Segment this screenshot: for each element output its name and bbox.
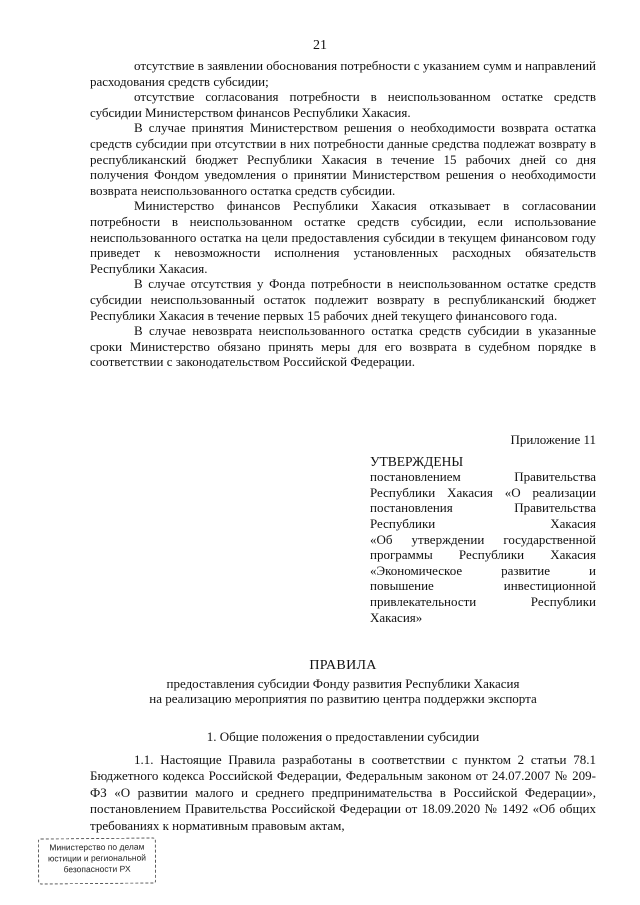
section-heading: 1. Общие положения о предоставлении субсидии xyxy=(206,728,480,744)
paragraph: отсутствие в заявлении обоснования потребности с указанием сумм и направлений расходования средств субсидии; xyxy=(90,58,596,89)
paragraph: В случае принятия Министерством решения о необходимости возврата остатка средств субсидии при отсутствии в них потребности данные средства подлежат возврату в республиканский бюджет Республики Хакасия в течение 15 рабочих дней со дня получения Фондом уведомления о принятии Министерством решения о необходимости возврата неиспользованного остатка средств субсидии. xyxy=(90,120,596,198)
stamp-line: безопасности РХ xyxy=(63,863,131,875)
appendix-block xyxy=(370,432,596,625)
rules-subtitle: предоставления субсидии Фонду развития Республики Хакасия xyxy=(166,675,520,691)
approved-heading: УТВЕРЖДЕНЫ xyxy=(370,453,464,469)
decree-line: Республики Хакасия xyxy=(370,515,596,531)
paragraph: отсутствие согласования потребности в неиспользованном остатке средств субсидии Министерством финансов Республики Хакасия. xyxy=(90,89,596,120)
stamp-line: юстиции и региональной xyxy=(47,852,147,864)
decree-line: «Об утверждении государственной xyxy=(370,531,596,547)
intro-text xyxy=(90,752,596,834)
decree-line: постановления Правительства xyxy=(370,500,596,516)
appendix-number: Приложение 11 xyxy=(510,432,596,447)
paragraph: Министерство финансов Республики Хакасия отказывает в согласовании потребности в неиспользованном остатке средств субсидии, если использование неиспользованного остатка на цели предоставления субсидии в текущем финансовом году приведет к невозможности исполнения установленных расходных обязательств Республики Хакасия. xyxy=(90,198,596,276)
stamp-line: Министерство по делам xyxy=(49,841,145,853)
paragraph: В случае отсутствия у Фонда потребности в неиспользованном остатке средств субсидии неиспользованный остаток подлежит возврату в республиканский бюджет Республики Хакасия в течение первых 15 рабочих дней текущего финансового года. xyxy=(90,276,596,323)
ministry-stamp xyxy=(38,837,156,884)
decree-line: постановлением Правительства xyxy=(370,469,596,485)
decree-line: Хакасия» xyxy=(370,609,423,625)
rules-title: ПРАВИЛА xyxy=(309,658,377,673)
rules-heading-block xyxy=(90,658,596,744)
paragraph: В случае невозврата неиспользованного остатка средств субсидии в указанные сроки Министерство обязано принять меры для его возврата в судебном порядке в соответствии с законодательством Российской Федерации. xyxy=(90,323,596,370)
decree-line: программы Республики Хакасия xyxy=(370,547,596,563)
paragraph: 1.1. Настоящие Правила разработаны в соответствии с пунктом 2 статьи 78.1 Бюджетного кодекса Российской Федерации, Федеральным законом от 24.07.2007 № 209-ФЗ «О развитии малого и среднего предпринимательства в Российской Федерации», постановлением Правительства Российской Федерации от 18.09.2020 № 1492 «Об общих требованиях к нормативным правовым актам, xyxy=(90,752,596,833)
rules-subtitle: на реализацию мероприятия по развитию центра поддержки экспорта xyxy=(149,691,537,707)
body-text xyxy=(90,58,596,370)
decree-line: «Экономическое развитие и xyxy=(370,562,596,578)
page-number: 21 xyxy=(313,38,327,53)
decree-line: привлекательности Республики xyxy=(370,593,596,609)
decree-line: повышение инвестиционной xyxy=(370,578,596,594)
decree-line: Республики Хакасия «О реализации xyxy=(370,484,596,500)
